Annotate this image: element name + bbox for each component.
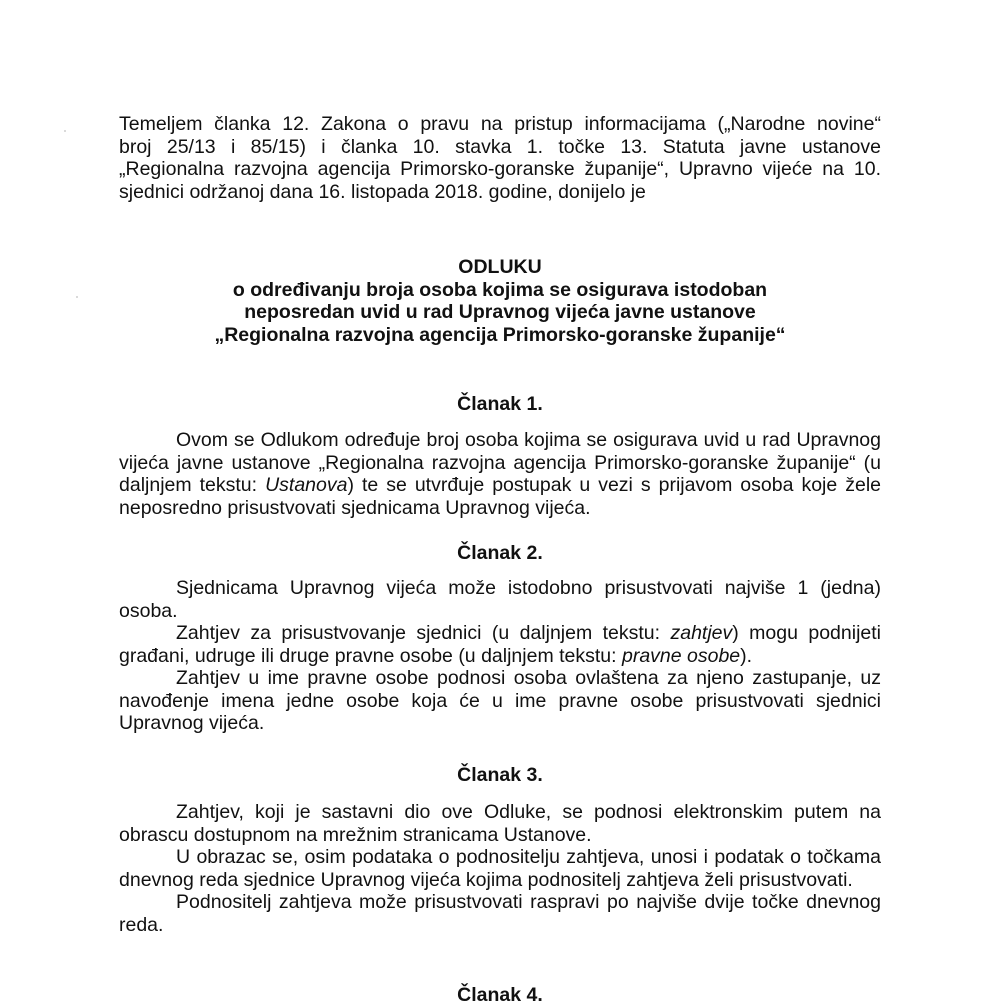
- preamble: [119, 113, 881, 203]
- article-1-text-a: Ovom se Odlukom određuje broj osoba kojima se osigurava uvid u rad Upravnog vijeća javne ustanove „Regionalna razvojna agencija Primorsko-goranske županije“ (u daljnjem tekstu:: [119, 429, 881, 496]
- preamble-line-3: „Regionalna razvojna agencija Primorsko-goranske županije“, Upravno vijeće na 10.: [119, 158, 881, 180]
- article-3-paragraph-3: Podnositelj zahtjeva može prisustvovati raspravi po najviše dvije točke dnevnog reda.: [119, 891, 881, 936]
- article-1-italic-term: Ustanova: [265, 474, 348, 496]
- article-2-paragraph-1: Sjednicama Upravnog vijeća može istodobno prisustvovati najviše 1 (jedna) osoba.: [119, 577, 881, 622]
- article-3-paragraph-2: U obrazac se, osim podataka o podnositelju zahtjeva, unosi i podatak o točkama dnevnog reda sjednice Upravnog vijeća kojima podnositelj zahtjeva želi prisustvovati.: [119, 846, 881, 891]
- preamble-line-4: sjednici održanoj dana 16. listopada 2018. godine, donijelo je: [119, 180, 646, 203]
- scan-speck: [64, 130, 66, 132]
- decision-title: [119, 256, 881, 346]
- title-line-1: o određivanju broja osoba kojima se osigurava istodoban: [232, 278, 768, 301]
- article-2-text-c: ).: [740, 644, 753, 667]
- article-1-paragraph: [119, 429, 881, 519]
- article-1-heading: Članak 1.: [457, 393, 543, 415]
- title-line-3: „Regionalna razvojna agencija Primorsko-goranske županije“: [214, 323, 786, 346]
- article-2-italic-term-2: pravne osobe: [621, 644, 741, 667]
- article-4-heading: Članak 4.: [457, 984, 543, 1006]
- article-2-italic-term-1: zahtjev: [670, 622, 733, 644]
- article-2-text-b: ) mogu podnijeti građani, udruge ili druge pravne osobe (u daljnjem tekstu:: [119, 622, 882, 667]
- title-line-2: neposredan uvid u rad Upravnog vijeća javne ustanove: [244, 301, 756, 323]
- article-2-body: [119, 577, 881, 735]
- article-3-paragraph-1: Zahtjev, koji je sastavni dio ove Odluke, se podnosi elektronskim putem na obrascu dostupnom na mrežnim stranicama Ustanove.: [119, 801, 881, 846]
- article-3-heading: Članak 3.: [457, 764, 543, 786]
- preamble-line-2: broj 25/13 i 85/15) i članka 10. stavka 1. točke 13. Statuta javne ustanove: [119, 135, 881, 158]
- article-2-paragraph-2: [119, 622, 881, 667]
- scan-speck: [76, 296, 78, 298]
- article-3-body: [119, 801, 881, 936]
- preamble-line-1: Temeljem članka 12. Zakona o pravu na pristup informacijama („Narodne novine“: [119, 113, 881, 135]
- article-1-text-b: ) te se utvrđuje postupak u vezi s prijavom osoba koje žele neposredno prisustvovati sjednicama Upravnog vijeća.: [119, 474, 881, 519]
- article-2-text-a: Zahtjev za prisustvovanje sjednici (u daljnjem tekstu:: [176, 622, 671, 644]
- article-1-body: [119, 429, 881, 519]
- article-2-paragraph-3: Zahtjev u ime pravne osobe podnosi osoba ovlaštena za njeno zastupanje, uz navođenje imena jedne osobe koja će u ime pravne osobe prisustvovati sjednici Upravnog vijeća.: [119, 667, 881, 734]
- article-2-heading: Članak 2.: [457, 542, 543, 564]
- title-main: ODLUKU: [458, 256, 542, 278]
